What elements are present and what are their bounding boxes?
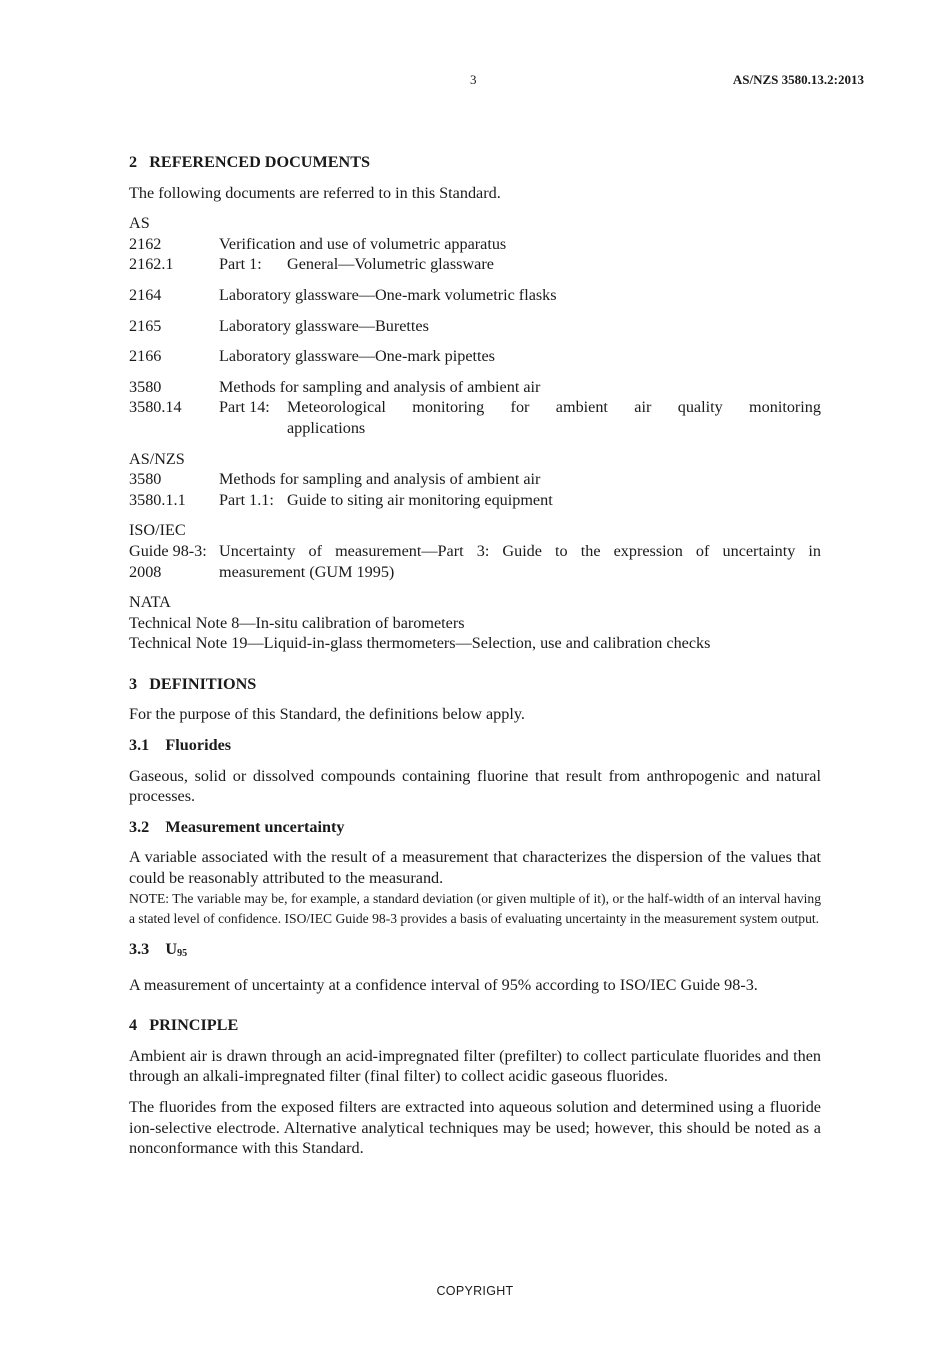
ref-code: 2164 <box>129 285 162 304</box>
ref-title: General—Volumetric glassware <box>287 255 494 274</box>
ref-asnzs-3580-1-1 <box>129 490 821 511</box>
ref-part: Part 1.1: <box>219 490 274 509</box>
ref-title: Laboratory glassware—One-mark volumetric flasks <box>219 285 557 304</box>
ref-title: Laboratory glassware—Burettes <box>219 316 429 335</box>
ref-2162 <box>129 234 821 255</box>
asnzs-label: AS/NZS <box>129 449 185 468</box>
ref-guide-98-3 <box>129 541 821 562</box>
ref-code: 2162.1 <box>129 255 174 274</box>
section-4-paragraph-1: Ambient air is drawn through an acid-impregnated filter (prefilter) to collect particulate fluorides and then through an alkali-impregnated filter (final filter) to collect acidic gaseous fluorides. <box>129 1046 821 1086</box>
section-3-heading: 3 DEFINITIONS <box>129 674 257 693</box>
ref-2165 <box>129 316 821 337</box>
ref-title: Methods for sampling and analysis of ambient air <box>219 377 541 396</box>
as-label: AS <box>129 214 150 233</box>
ref-3580-14 <box>129 397 821 438</box>
ref-nata-tn8: Technical Note 8—In-situ calibration of barometers <box>129 613 465 632</box>
isoiec-references <box>129 520 821 582</box>
ref-title-cont: measurement (GUM 1995) <box>219 562 395 581</box>
ref-title: Verification and use of volumetric apparatus <box>219 234 507 253</box>
ref-code: 3580.1.1 <box>129 490 186 509</box>
definition-3-1-heading: 3.1 Fluorides <box>129 736 232 755</box>
ref-title: Meteorological monitoring for ambient air quality monitoring <box>287 398 821 417</box>
ref-guide-98-3-cont <box>129 562 821 583</box>
ref-code: 3580 <box>129 470 162 489</box>
nata-references <box>129 592 821 654</box>
ref-3580 <box>129 377 821 398</box>
definition-3-2-text: A variable associated with the result of a measurement that characterizes the dispersion of the values that could be reasonably attributed to the measurand. <box>129 848 821 888</box>
definition-3-3-text: A measurement of uncertainty at a confidence interval of 95% according to ISO/IEC Guide 98-3. <box>129 975 758 994</box>
section-4-heading: 4 PRINCIPLE <box>129 1016 239 1035</box>
ref-code: Guide 98-3: <box>129 541 207 560</box>
ref-code: 2165 <box>129 316 162 335</box>
standard-number: AS/NZS 3580.13.2:2013 <box>732 72 864 87</box>
ref-nata-tn19: Technical Note 19—Liquid-in-glass thermometers—Selection, use and calibration checks <box>129 634 711 653</box>
ref-code: 2008 <box>129 562 162 581</box>
ref-title: Uncertainty of measurement—Part 3: Guide to the expression of uncertainty in <box>219 541 821 560</box>
section-4-paragraph-2: The fluorides from the exposed filters are extracted into aqueous solution and determined using a fluoride ion-selective electrode. Alternative analytical techniques may be used; however, this should be noted as a nonconformance with this Standard. <box>129 1098 821 1158</box>
ref-code: 2162 <box>129 234 162 253</box>
section-2-intro: The following documents are referred to in this Standard. <box>129 183 501 202</box>
asnzs-references <box>129 449 821 511</box>
ref-2166 <box>129 346 821 367</box>
ref-code: 3580 <box>129 377 162 396</box>
ref-title: Laboratory glassware—One-mark pipettes <box>219 347 495 366</box>
ref-part: Part 14: <box>219 398 270 417</box>
ref-title: Guide to siting air monitoring equipment <box>287 490 553 509</box>
section-3-intro: For the purpose of this Standard, the definitions below apply. <box>129 705 525 724</box>
definition-3-2-heading: 3.2 Measurement uncertainty <box>129 817 345 836</box>
section-2-heading: 2 REFERENCED DOCUMENTS <box>129 153 371 171</box>
ref-title: Methods for sampling and analysis of ambient air <box>219 470 541 489</box>
definition-3-3-subscript: 95 <box>177 948 188 960</box>
ref-asnzs-3580 <box>129 469 821 490</box>
ref-code: 3580.14 <box>129 398 182 417</box>
isoiec-label: ISO/IEC <box>129 521 186 540</box>
ref-part: Part 1: <box>219 255 262 274</box>
ref-title-cont: applications <box>287 418 366 437</box>
page-content <box>129 152 821 1159</box>
definition-3-2-note: NOTE: The variable may be, for example, a standard deviation (or given multiple of it), or the half-width of an interval having a stated level of confidence. ISO/IEC Guide 98-3 provides a basis of evaluating uncertainty in the measurement system output. <box>129 890 821 926</box>
copyright-footer: COPYRIGHT <box>436 1284 514 1298</box>
definition-3-3-heading <box>129 939 821 965</box>
nata-label: NATA <box>129 593 171 612</box>
ref-code: 2166 <box>129 347 162 366</box>
as-references <box>129 213 821 438</box>
definition-3-3-symbol: 3.3 U <box>129 940 178 959</box>
ref-2162-1 <box>129 254 821 275</box>
page-number: 3 <box>470 72 477 87</box>
definition-3-1-text: Gaseous, solid or dissolved compounds containing fluorine that result from anthropogenic and natural processes. <box>129 766 821 806</box>
ref-2164 <box>129 285 821 306</box>
